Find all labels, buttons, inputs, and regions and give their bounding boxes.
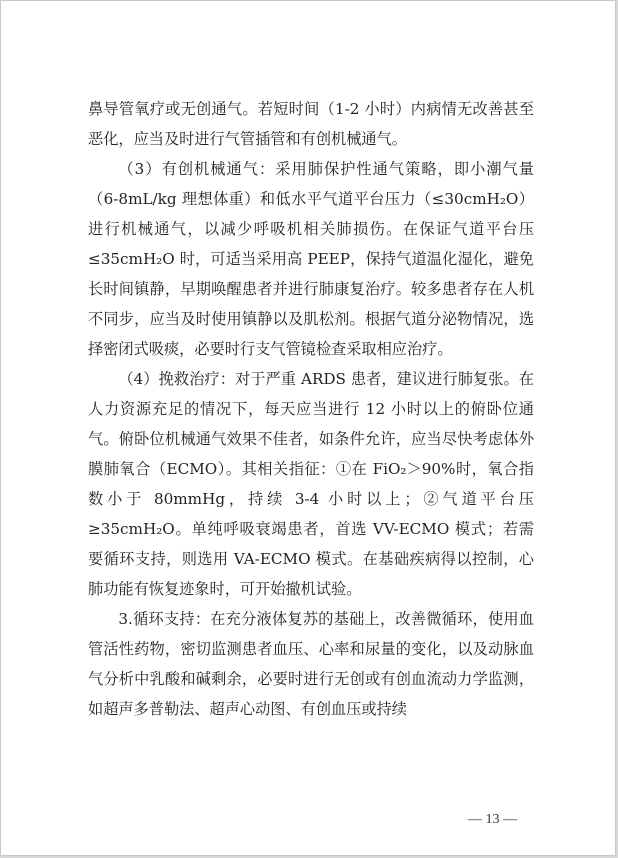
paragraph-1: 鼻导管氧疗或无创通气。若短时间（1-2 小时）内病情无改善甚至恶化，应当及时进行气管插管和有创机械通气。 [88, 100, 534, 148]
paragraph-4: 3.循环支持：在充分液体复苏的基础上，改善微循环，使用血管活性药物，密切监测患者血压、心率和尿量的变化，以及动脉血气分析中乳酸和碱剩余，必要时进行无创或有创血流动力学监测，如超声多普勒法、超声心动图、有创血压或持续 [88, 610, 534, 718]
document-page [1, 1, 615, 855]
paragraph-2: （3）有创机械通气：采用肺保护性通气策略，即小潮气量（6-8mL/kg 理想体重）和低水平气道平台压力（≤30cmH₂O）进行机械通气，以减少呼吸机相关肺损伤。在保证气道平台压≤35cmH₂O 时，可适当采用高 PEEP，保持气道温化湿化，避免长时间镇静，早期唤醒患者并进行肺康复治疗。较多患者存在人机不同步，应当及时使用镇静以及肌松剂。根据气道分泌物情况，选择密闭式吸痰，必要时行支气管镜检查采取相应治疗。 [88, 160, 534, 358]
page-number: — 13 — [468, 812, 517, 827]
body-text [88, 94, 534, 724]
paragraph-3: （4）挽救治疗：对于严重 ARDS 患者，建议进行肺复张。在人力资源充足的情况下，每天应当进行 12 小时以上的俯卧位通气。俯卧位机械通气效果不佳者，如条件允许，应当尽快考虑体外膜肺氧合（ECMO）。其相关指征：①在 FiO₂＞90%时，氧合指数小于 80mmHg，持续 3-4 小时以上；②气道平台压≥35cmH₂O。单纯呼吸衰竭患者，首选 VV-ECMO 模式；若需要循环支持，则选用 VA-ECMO 模式。在基础疾病得以控制，心肺功能有恢复迹象时，可开始撤机试验。 [88, 370, 534, 598]
